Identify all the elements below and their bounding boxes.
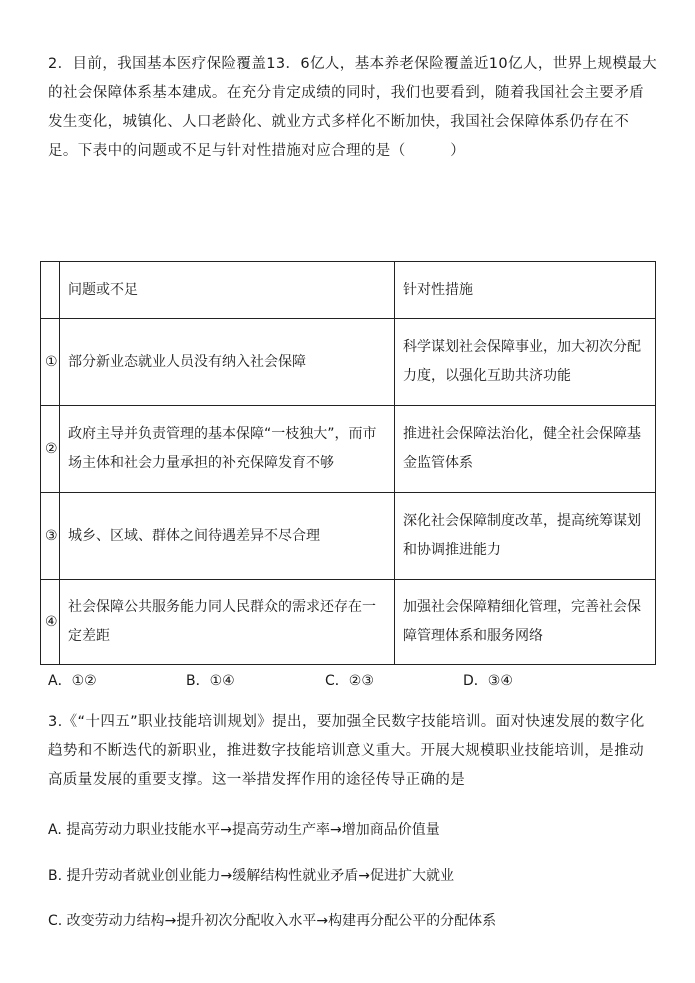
- row-measure: 推进社会保障法治化，健全社会保障基金监管体系: [395, 406, 656, 493]
- table-header-measure: 针对性措施: [395, 262, 656, 319]
- table-header-problem: 问题或不足: [60, 262, 395, 319]
- question-2-table: [40, 261, 656, 665]
- row-number: ①: [41, 319, 60, 406]
- question-3-choice-b[interactable]: B. 提升劳动者就业创业能力→缓解结构性就业矛盾→促进扩大就业: [48, 868, 454, 884]
- question-3-stem: 3.《“十四五”职业技能培训规划》提出，要加强全民数字技能培训。面对快速发展的数字化趋势和不断迭代的新职业，推进数字技能培训意义重大。开展大规模职业技能培训，是推动高质量发展的重要支撑。这一举措发挥作用的途径传导正确的是: [48, 714, 645, 788]
- row-number: ③: [41, 493, 60, 580]
- row-problem: 政府主导并负责管理的基本保障“一枝独大”，而市场主体和社会力量承担的补充保障发育不够: [60, 406, 395, 493]
- row-measure: 深化社会保障制度改革，提高统筹谋划和协调推进能力: [395, 493, 656, 580]
- row-number: ④: [41, 580, 60, 665]
- table-row: [41, 493, 656, 580]
- row-problem: 城乡、区域、群体之间待遇差异不尽合理: [60, 493, 395, 580]
- row-number: ②: [41, 406, 60, 493]
- row-measure: 科学谋划社会保障事业，加大初次分配力度，以强化互助共济功能: [395, 319, 656, 406]
- table-header-row: [41, 262, 656, 319]
- table-row: [41, 319, 656, 406]
- option-d[interactable]: D．③④: [463, 673, 513, 689]
- question-3-choice-a[interactable]: A. 提高劳动力职业技能水平→提高劳动生产率→增加商品价值量: [48, 822, 440, 838]
- row-problem: 社会保障公共服务能力同人民群众的需求还存在一定差距: [60, 580, 395, 665]
- question-3-choice-c[interactable]: C. 改变劳动力结构→提升初次分配收入水平→构建再分配公平的分配体系: [48, 913, 497, 929]
- option-a[interactable]: A．①②: [48, 673, 97, 689]
- table-row: [41, 580, 656, 665]
- row-measure: 加强社会保障精细化管理，完善社会保障管理体系和服务网络: [395, 580, 656, 665]
- table-header-number-cell: [41, 262, 60, 319]
- option-c[interactable]: C．②③: [325, 673, 374, 689]
- table-row: [41, 406, 656, 493]
- row-problem: 部分新业态就业人员没有纳入社会保障: [60, 319, 395, 406]
- option-b[interactable]: B．①④: [186, 673, 235, 689]
- question-2-stem: 2．目前，我国基本医疗保险覆盖13．6亿人，基本养老保险覆盖近10亿人，世界上规模最大的社会保障体系基本建成。在充分肯定成绩的同时，我们也要看到，随着我国社会主要矛盾发生变化，城镇化、人口老龄化、就业方式多样化不断加快，我国社会保障体系仍存在不足。下表中的问题或不足与针对性措施对应合理的是（ ）: [48, 56, 658, 159]
